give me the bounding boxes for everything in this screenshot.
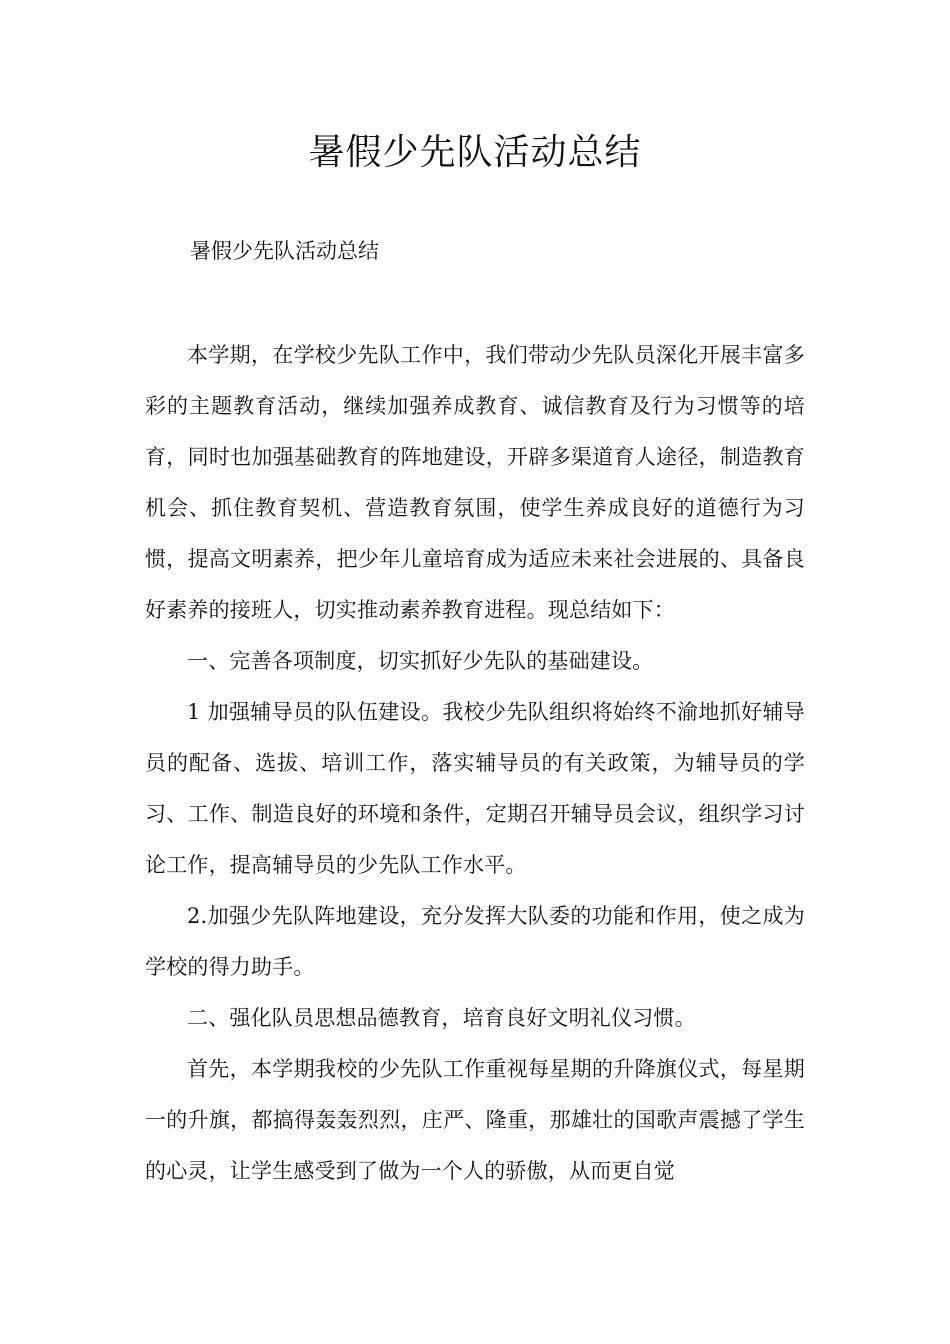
heading-section-1: 一、完善各项制度，切实抓好少先队的基础建设。 <box>187 649 654 673</box>
paragraph-item-2: 2.加强少先队阵地建设，充分发挥大队委的功能和作用，使之成为学校的得力助手。 <box>145 904 805 979</box>
document-title: 暑假少先队活动总结 <box>308 132 642 173</box>
document-subtitle: 暑假少先队活动总结 <box>190 239 379 263</box>
document-body <box>145 330 805 1197</box>
paragraph-item-1: 1 加强辅导员的队伍建设。我校少先队组织将始终不渝地抓好辅导员的配备、选拔、培训工作，落实辅导员的有关政策，为辅导员的学习、工作、制造良好的环境和条件，定期召开辅导员会议，组织学习讨论工作，提高辅导员的少先队工作水平。 <box>145 700 805 877</box>
paragraph-section-2: 首先，本学期我校的少先队工作重视每星期的升降旗仪式，每星期一的升旗，都搞得轰轰烈烈，庄严、隆重，那雄壮的国歌声震撼了学生的心灵，让学生感受到了做为一个人的骄傲，从而更自觉 <box>145 1057 805 1183</box>
paragraph-intro: 本学期，在学校少先队工作中，我们带动少先队员深化开展丰富多彩的主题教育活动，继续加强养成教育、诚信教育及行为习惯等的培育，同时也加强基础教育的阵地建设，开辟多渠道育人途径，制造教育机会、抓住教育契机、营造教育氛围，使学生养成良好的道德行为习惯，提高文明素养，把少年儿童培育成为适应未来社会进展的、具备良好素养的接班人，切实推动素养教育进程。现总结如下： <box>145 343 805 622</box>
heading-section-2: 二、强化队员思想品德教育，培育良好文明礼仪习惯。 <box>187 1006 696 1030</box>
